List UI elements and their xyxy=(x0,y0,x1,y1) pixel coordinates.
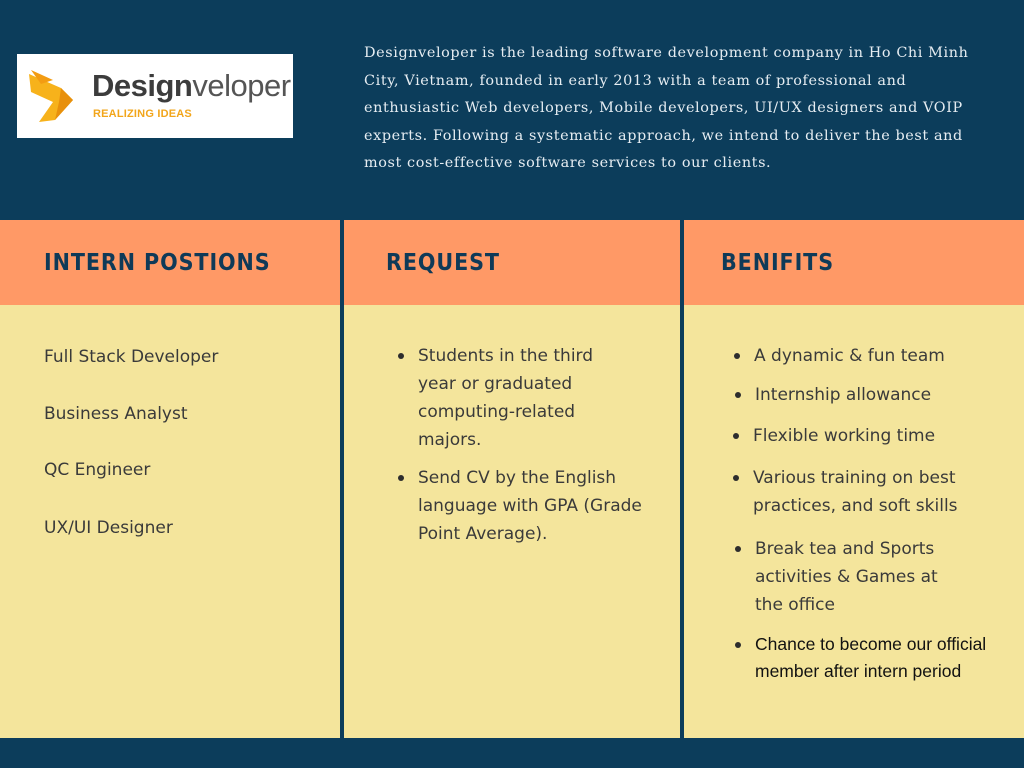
benefits-body xyxy=(684,305,1024,738)
header xyxy=(0,0,1024,220)
request-title: REQUEST xyxy=(386,250,500,276)
positions-body xyxy=(0,305,340,738)
positions-column xyxy=(0,220,340,738)
request-header xyxy=(344,220,680,305)
logo-tagline: REALIZING IDEAS xyxy=(93,108,192,120)
bullet-icon xyxy=(734,353,740,359)
benefit-item-text: Internship allowance xyxy=(755,385,932,405)
benefit-item xyxy=(755,631,1017,685)
request-item-text: Students in the third year or graduated computing-related majors. xyxy=(418,346,594,450)
bullet-icon xyxy=(733,433,739,439)
benefit-item-text: Chance to become our official member after intern period xyxy=(755,634,987,681)
benefit-item xyxy=(755,381,1005,409)
bullet-icon xyxy=(735,642,741,648)
positions-title: INTERN POSTIONS xyxy=(44,250,271,276)
benefit-item-text: Break tea and Sports activities & Games at the office xyxy=(755,539,938,615)
benefit-item xyxy=(755,535,960,619)
benefit-item-text: Flexible working time xyxy=(753,426,936,446)
benefit-item xyxy=(754,342,1004,370)
request-column xyxy=(344,220,680,738)
positions-header xyxy=(0,220,340,305)
bullet-icon xyxy=(735,392,741,398)
company-logo xyxy=(17,54,293,138)
bullet-icon xyxy=(398,353,404,359)
logo-chevron-icon xyxy=(25,66,81,126)
bullet-icon xyxy=(735,546,741,552)
logo-wordmark xyxy=(92,68,291,104)
benefits-title: BENIFITS xyxy=(721,250,835,276)
benefits-header xyxy=(684,220,1024,305)
company-intro: Designveloper is the leading software development company in Ho Chi Minh City, Vietnam, founded in early 2013 with a team of professional and enthusiastic Web developers, Mobile developers, UI/UX designers and VOIP experts. Following a systematic approach, we intend to deliver the best and most cost-effective software services to our clients. xyxy=(364,45,969,171)
request-body xyxy=(344,305,680,738)
benefit-item xyxy=(753,464,993,520)
request-item xyxy=(418,342,633,454)
benefit-item-text: Various training on best practices, and soft skills xyxy=(753,468,958,516)
position-item: QC Engineer xyxy=(44,460,151,480)
request-item-text: Send CV by the English language with GPA (Grade Point Average). xyxy=(418,468,642,544)
position-item: Business Analyst xyxy=(44,404,188,424)
position-item: UX/UI Designer xyxy=(44,518,173,538)
benefit-item xyxy=(753,422,1003,450)
bullet-icon xyxy=(398,475,404,481)
position-item: Full Stack Developer xyxy=(44,347,219,367)
logo-wordmark-design: Design xyxy=(92,68,193,103)
bullet-icon xyxy=(733,475,739,481)
request-item xyxy=(418,464,643,548)
benefit-item-text: A dynamic & fun team xyxy=(754,346,945,366)
benefits-column xyxy=(684,220,1024,738)
logo-wordmark-veloper: veloper xyxy=(192,68,291,103)
